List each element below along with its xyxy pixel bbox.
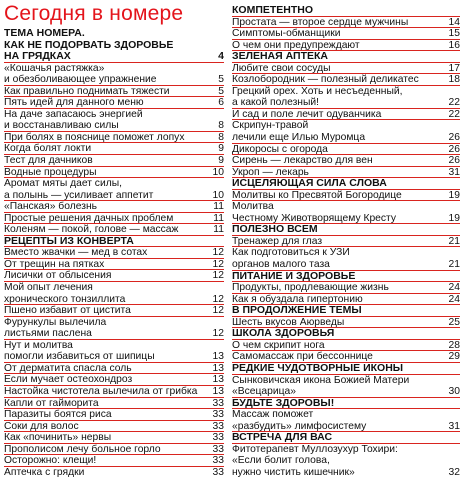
toc-page-number: 6	[218, 97, 224, 109]
toc-page-number: 24	[448, 282, 460, 294]
toc-page-number: 12	[212, 270, 224, 282]
toc-entry-title: и обезболивающее упражнение	[4, 74, 157, 86]
toc-entry	[4, 120, 224, 132]
toc-entry-title: О чем скрипит нога	[232, 339, 325, 351]
toc-page-number: 13	[212, 351, 224, 363]
toc-entry-title: НА ГРЯДКАХ	[4, 51, 71, 63]
toc-entry-title: ВСТРЕЧА ДЛЯ ВАС	[232, 432, 333, 444]
toc-entry-title: «Панская» болезнь	[4, 201, 97, 213]
toc-entry-title: Продукты, продлевающие жизнь	[232, 282, 389, 294]
toc-entry-title: РЕЦЕПТЫ ИЗ КОНВЕРТА	[4, 235, 134, 247]
toc-entry	[4, 259, 224, 271]
toc-entry	[232, 63, 460, 75]
toc-entry	[4, 63, 224, 75]
toc-entry-title: Мой опыт лечения	[4, 282, 93, 294]
toc-entry	[4, 213, 224, 225]
toc-entry-title: РЕДКИЕ ЧУДОТВОРНЫЕ ИКОНЫ	[232, 362, 404, 374]
toc-entry-title: Аптечка с грядки	[4, 466, 85, 478]
toc-entry	[4, 386, 224, 398]
toc-entry-title: КОМПЕТЕНТНО	[232, 5, 314, 16]
toc-section-heading	[232, 178, 460, 190]
toc-page-number: 12	[212, 293, 224, 305]
toc-entry	[4, 97, 224, 109]
toc-entry	[4, 294, 224, 306]
toc-page-number: 13	[212, 385, 224, 397]
toc-entry	[232, 86, 460, 98]
toc-page-number: 18	[448, 74, 460, 86]
toc-entry-title: ИСЦЕЛЯЮЩАЯ СИЛА СЛОВА	[232, 178, 387, 190]
toc-entry	[4, 86, 224, 98]
toc-entry-title: Как правильно поднимать тяжести	[4, 85, 170, 97]
toc-entry	[232, 421, 460, 433]
toc-section-heading	[232, 224, 460, 236]
toc-entry-title: ЗЕЛЕНАЯ АПТЕКА	[232, 51, 328, 63]
toc-page-number: 5	[218, 74, 224, 86]
toc-entry-title: Фурункулы вылечила	[4, 316, 107, 328]
toc-entry-title: помогли избавиться от шипицы	[4, 351, 155, 363]
toc-page-number: 28	[448, 339, 460, 351]
toc-entry-title: Водные процедуры	[4, 166, 97, 178]
toc-page-number: 10	[212, 166, 224, 178]
toc-entry	[4, 374, 224, 386]
toc-entry-title: Соки для волос	[4, 420, 79, 432]
toc-entry-title: Когда болят локти	[4, 143, 92, 155]
toc-entry	[232, 340, 460, 352]
toc-page-number: 9	[218, 143, 224, 155]
toc-section-heading	[4, 40, 224, 52]
toc-entry-title: «разбудить» лимфосистему	[232, 420, 367, 432]
toc-entry	[232, 259, 460, 271]
toc-entry-title: ПОЛЕЗНО ВСЕМ	[232, 224, 318, 236]
toc-page-number: 21	[448, 259, 460, 271]
toc-page-number: 13	[212, 362, 224, 374]
toc-entry-title: Честному Животворящему Кресту	[232, 212, 397, 224]
toc-section-heading	[4, 28, 224, 40]
toc-entry-title: Молитвы ко Пресвятой Богородице	[232, 189, 402, 201]
toc-entry	[232, 247, 460, 259]
toc-entry-title: листьями паслена	[4, 328, 92, 340]
toc-entry	[232, 28, 460, 40]
toc-page-number: 15	[448, 28, 460, 40]
toc-entry-title: Козлобородник — полезный деликатес	[232, 74, 419, 86]
toc-page-number: 33	[212, 409, 224, 421]
toc-page-number: 14	[448, 16, 460, 28]
toc-entry	[232, 74, 460, 86]
toc-entry	[4, 224, 224, 236]
toc-page-number: 4	[218, 50, 224, 63]
toc-entry-title: Шесть вкусов Аюрведы	[232, 316, 345, 328]
toc-entry-title: Пять идей для данного меню	[4, 97, 144, 109]
toc-entry	[4, 270, 224, 282]
toc-entry	[4, 143, 224, 155]
toc-page-number: 24	[448, 293, 460, 305]
toc-section-heading	[4, 236, 224, 248]
toc-entry-title: Грецкий орех. Хоть и несъеденный,	[232, 85, 403, 97]
toc-entry	[232, 144, 460, 156]
toc-page-number: 31	[448, 420, 460, 432]
toc-entry	[4, 178, 224, 190]
toc-entry	[4, 398, 224, 410]
toc-entry-title: лечили еще Илью Муромца	[232, 132, 366, 144]
toc-page-number: 30	[448, 386, 460, 398]
toc-entry-title: ШКОЛА ЗДОРОВЬЯ	[232, 328, 335, 340]
toc-page-number: 11	[213, 224, 224, 236]
toc-entry-title: Дикоросы с огорода	[232, 143, 328, 155]
toc-entry-title: Простата — второе сердце мужчины	[232, 16, 409, 28]
toc-page-number: 12	[212, 328, 224, 340]
toc-page-number: 8	[218, 131, 224, 143]
toc-entry	[4, 363, 224, 375]
toc-entry-title: Самомассаж при бессоннице	[232, 351, 373, 363]
toc-page-number: 32	[448, 466, 460, 478]
toc-section-heading	[232, 328, 460, 340]
toc-entry	[4, 74, 224, 86]
toc-section-heading	[232, 432, 460, 444]
toc-page-number: 26	[448, 143, 460, 155]
toc-entry-title: Фитотерапевт Муллозухур Тохири:	[232, 443, 398, 455]
toc-entry-title: В ПРОДОЛЖЕНИЕ ТЕМЫ	[232, 305, 362, 317]
toc-entry-title: При болях в пояснице поможет лопух	[4, 131, 185, 143]
toc-entry	[232, 409, 460, 421]
toc-entry	[4, 432, 224, 444]
toc-entry	[232, 236, 460, 248]
toc-page-number: 11	[213, 212, 224, 224]
toc-entry-title: органов малого таза	[232, 259, 330, 271]
toc-section-heading	[232, 305, 460, 317]
toc-page-number: 33	[212, 455, 224, 467]
toc-entry	[4, 328, 224, 340]
toc-entry	[232, 351, 460, 363]
toc-right-column	[232, 5, 460, 478]
toc-entry-title: Простые решения дачных проблем	[4, 212, 174, 224]
toc-entry-title: хронического тонзиллита	[4, 293, 126, 305]
toc-page-number: 33	[212, 443, 224, 455]
toc-entry-title: Коленям — покой, голове — массаж	[4, 224, 179, 236]
toc-entry	[4, 201, 224, 213]
toc-entry	[232, 40, 460, 52]
toc-page-number: 16	[448, 39, 460, 51]
toc-page-number: 8	[218, 120, 224, 132]
toc-entry-title: Укроп — лекарь	[232, 166, 309, 178]
toc-page-number: 33	[212, 432, 224, 444]
toc-entry-title: Паразиты боятся риса	[4, 409, 112, 421]
toc-page-number: 12	[212, 305, 224, 317]
toc-page-number: 17	[448, 62, 460, 74]
toc-entry-title: Нут и молитва	[4, 339, 73, 351]
toc-entry-title: Любите свои сосуды	[232, 62, 331, 74]
toc-page-number: 12	[212, 247, 224, 259]
toc-entry	[4, 340, 224, 352]
toc-entry-title: Лисички от облысения	[4, 270, 112, 282]
toc-entry	[4, 247, 224, 259]
toc-page-number: 33	[212, 420, 224, 432]
toc-entry	[4, 109, 224, 121]
toc-entry	[232, 109, 460, 121]
toc-entry	[4, 167, 224, 179]
toc-section-heading	[232, 271, 460, 283]
toc-page-number: 33	[212, 397, 224, 409]
toc-page-number: 25	[448, 316, 460, 328]
toc-entry	[232, 190, 460, 202]
toc-entry-title: Как «починить» нервы	[4, 432, 112, 444]
toc-page-number: 26	[448, 132, 460, 144]
toc-entry-title: Сынковичская икона Божией Матери	[232, 374, 410, 386]
toc-entry-title: ПИТАНИЕ И ЗДОРОВЬЕ	[232, 270, 356, 282]
toc-page-number: 33	[212, 466, 224, 478]
toc-entry-title: КАК НЕ ПОДОРВАТЬ ЗДОРОВЬЕ	[4, 39, 174, 51]
toc-entry-title: и восстанавливаю силы	[4, 120, 119, 132]
toc-entry	[232, 317, 460, 329]
toc-entry	[4, 305, 224, 317]
toc-entry	[232, 155, 460, 167]
toc-entry	[232, 97, 460, 109]
toc-entry	[4, 132, 224, 144]
toc-entry	[232, 386, 460, 398]
toc-entry-title: На даче запасаюсь энергией	[4, 108, 143, 120]
toc-entry	[232, 444, 460, 456]
toc-entry-title: «Всецарица»	[232, 386, 296, 398]
toc-entry	[232, 213, 460, 225]
toc-entry-title: а полынь — усиливает аппетит	[4, 189, 154, 201]
toc-page-number: 22	[448, 97, 460, 109]
toc-entry	[4, 282, 224, 294]
toc-page-number: 10	[212, 189, 224, 201]
toc-entry-title: От трещин на пятках	[4, 258, 105, 270]
toc-entry	[4, 317, 224, 329]
toc-entry-title: БУДЬТЕ ЗДОРОВЫ!	[232, 397, 335, 409]
toc-entry	[232, 17, 460, 29]
toc-entry-title: Молитва	[232, 201, 274, 213]
toc-entry-title: Пшено избавит от цистита	[4, 305, 131, 317]
toc-section-heading	[232, 398, 460, 410]
toc-page-number: 11	[213, 201, 224, 213]
toc-entry-title: Если мучает остеохондроз	[4, 374, 133, 386]
toc-page-number: 19	[448, 212, 460, 224]
toc-entry	[4, 190, 224, 202]
toc-entry	[4, 467, 224, 478]
toc-entry	[232, 282, 460, 294]
toc-section-heading	[232, 51, 460, 63]
toc-entry-title: Массаж поможет	[232, 409, 314, 421]
toc-entry	[232, 201, 460, 213]
toc-page-number: 26	[448, 155, 460, 167]
toc-page-number: 9	[218, 155, 224, 167]
toc-entry	[232, 294, 460, 306]
toc-entry	[4, 455, 224, 467]
toc-entry	[232, 120, 460, 132]
toc-entry-title: Сирень — лекарство для вен	[232, 155, 373, 167]
toc-entry-title: Как подготовиться к УЗИ	[232, 247, 350, 259]
toc-entry-title: «Если болит голова,	[232, 455, 330, 467]
toc-page-number: 29	[448, 351, 460, 363]
toc-entry-title: Прополисом лечу больное горло	[4, 443, 161, 455]
toc-page-number: 5	[218, 85, 224, 97]
toc-entry-title: Вместо жвачки — мед в сотах	[4, 247, 148, 259]
toc-entry-title: От дерматита спасла соль	[4, 362, 132, 374]
toc-entry	[4, 421, 224, 433]
toc-entry	[4, 444, 224, 456]
toc-page-number: 22	[448, 108, 460, 120]
toc-section-heading	[232, 5, 460, 17]
toc-entry-title: Настойка чистотела вылечила от грибка	[4, 385, 198, 397]
toc-entry-title: Капли от гайморита	[4, 397, 99, 409]
toc-entry-title: Симптомы-обманщики	[232, 28, 341, 40]
toc-entry-title: О чем они предупреждают	[232, 39, 360, 51]
toc-section-heading	[232, 363, 460, 375]
toc-entry-title: «Кошачья растяжка»	[4, 62, 105, 74]
toc-entry	[232, 167, 460, 179]
toc-section-heading	[4, 51, 224, 63]
toc-entry	[4, 155, 224, 167]
toc-entry-title: нужно чистить кишечник»	[232, 466, 355, 478]
toc-entry	[232, 132, 460, 144]
toc-page-number: 12	[212, 258, 224, 270]
toc-left-column	[4, 28, 224, 478]
toc-entry	[4, 409, 224, 421]
toc-entry-title: Осторожно: клещи!	[4, 455, 97, 467]
toc-page-number: 19	[448, 189, 460, 201]
toc-entry-title: а какой полезный!	[232, 97, 320, 109]
toc-entry	[232, 467, 460, 478]
toc-page-number: 31	[448, 166, 460, 178]
toc-entry-title: Тест для дачников	[4, 155, 93, 167]
toc-entry-title: Тренажер для глаз	[232, 235, 323, 247]
toc-page-number: 21	[448, 235, 460, 247]
toc-entry-title: Скрипун-травой	[232, 120, 309, 132]
toc-entry-title: И сад и поле лечит одуванчика	[232, 108, 382, 120]
toc-entry	[232, 375, 460, 387]
toc-entry-title: Как я обуздала гипертонию	[232, 293, 363, 305]
toc-entry-title: ТЕМА НОМЕРА.	[4, 28, 85, 39]
page-title: Сегодня в номере	[4, 2, 184, 25]
toc-entry	[232, 455, 460, 467]
toc-page-number: 13	[212, 374, 224, 386]
toc-entry-title: Аромат мяты дает силы,	[4, 178, 122, 190]
toc-entry	[4, 351, 224, 363]
